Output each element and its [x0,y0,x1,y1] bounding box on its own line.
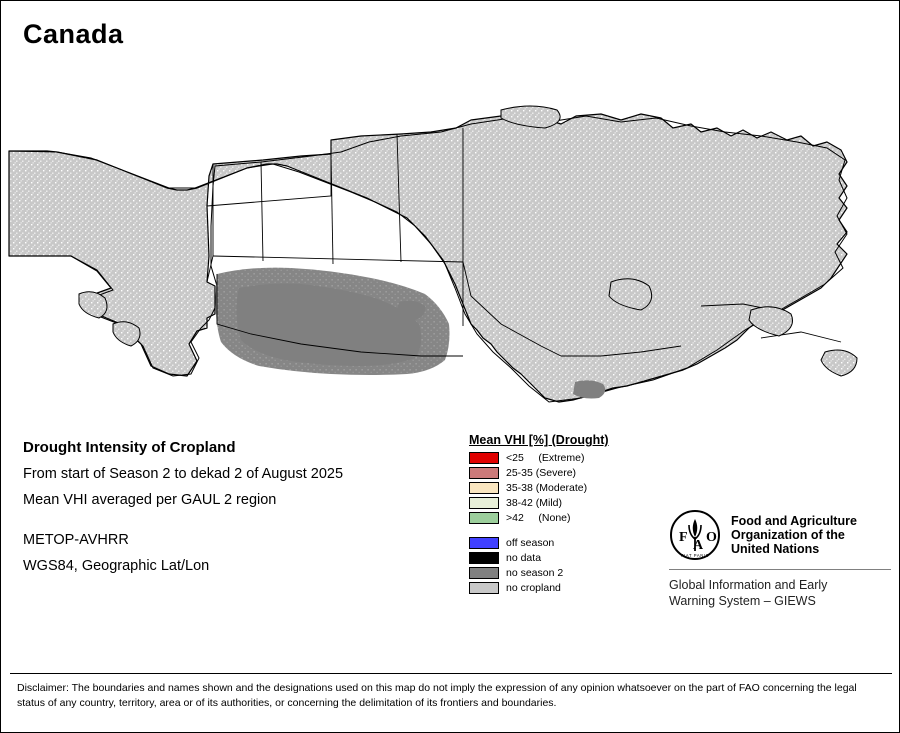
legend-label-severe: 25-35 (Severe) [506,467,577,479]
legend-label-off-season: off season [506,537,555,549]
canada-map-graphic [1,56,900,406]
legend-swatch-no-cropland [469,582,499,594]
legend-item [469,511,679,525]
legend-item [469,581,679,595]
legend-item [469,481,679,495]
svg-text:FIAT PANIS: FIAT PANIS [680,553,710,558]
spacer [23,518,453,532]
legend-swatch-mild [469,497,499,509]
legend-item [469,551,679,565]
giews-system-name [669,577,891,609]
divider [10,673,892,674]
legend-label-extreme: <25 (Extreme) [506,452,585,464]
giews-line-1: Global Information and Early [669,578,828,592]
legend-label-moderate: 35-38 (Moderate) [506,482,588,494]
legend-label-no-data: no data [506,552,542,564]
fao-logo-icon [669,509,721,561]
legend-spacer [469,526,679,536]
divider [669,569,891,570]
legend [469,433,679,596]
fao-organization-name [731,514,857,556]
legend-label-no-cropland: no cropland [506,582,561,594]
svg-text:A: A [693,538,704,553]
description-period: From start of Season 2 to dekad 2 of August 2025 [23,466,344,482]
legend-swatch-off-season [469,537,499,549]
legend-swatch-no-data [469,552,499,564]
map-description-block [23,439,453,584]
legend-swatch-no-season-2 [469,567,499,579]
fao-org-line-3: United Nations [731,542,820,556]
page-title: Canada [23,19,124,49]
legend-item [469,451,679,465]
legend-swatch-moderate [469,482,499,494]
legend-swatch-none [469,512,499,524]
giews-line-2: Warning System – GIEWS [669,594,816,608]
legend-title: Mean VHI [%] (Drought) [469,433,609,447]
fao-org-line-1: Food and Agriculture [731,514,857,528]
description-heading: Drought Intensity of Cropland [23,439,236,456]
legend-item [469,566,679,580]
legend-swatch-extreme [469,452,499,464]
svg-text:F: F [679,530,688,545]
legend-label-none: >42 (None) [506,512,571,524]
legend-item [469,496,679,510]
svg-text:O: O [706,530,717,545]
description-projection: WGS84, Geographic Lat/Lon [23,558,210,574]
disclaimer-text: Disclaimer: The boundaries and names shown and the designations used on this map do not imply the expression of any opinion whatsoever on the part of FAO concerning the legal status of any country, territory, area or of its authorities, or concerning the delimitation of its frontiers and boundaries. [17,682,857,709]
legend-item [469,536,679,550]
fao-org-line-2: Organization of the [731,528,845,542]
legend-item [469,466,679,480]
legend-label-mild: 38-42 (Mild) [506,497,563,509]
legend-label-no-season-2: no season 2 [506,567,564,579]
description-sensor: METOP-AVHRR [23,532,129,548]
fao-branding [669,509,891,609]
fao-header [669,509,891,561]
legend-swatch-severe [469,467,499,479]
description-aggregation: Mean VHI averaged per GAUL 2 region [23,492,277,508]
